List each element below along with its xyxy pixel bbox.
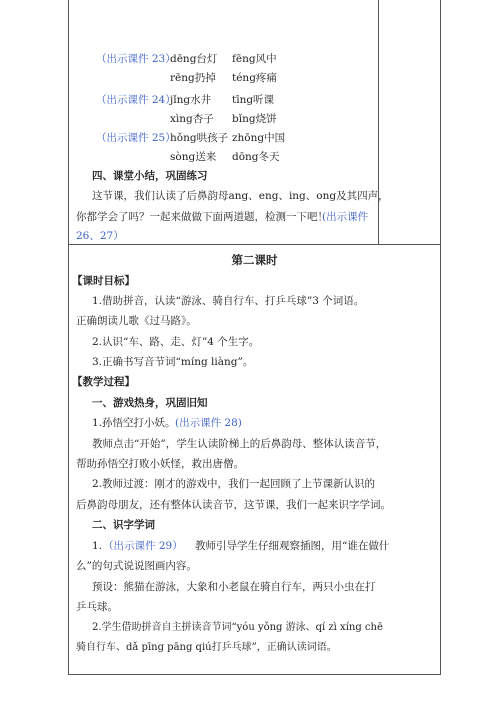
step-heading-literacy: 二、识字学词 — [92, 519, 155, 531]
courseware-link-24[interactable]: （出示课件 24） — [96, 94, 176, 106]
step-paragraph-line: 教师点击“开始”，学生认读阶梯上的后鼻韵母、整体认读音节， — [92, 438, 387, 450]
courseware-link-29[interactable]: （出示课件 29） — [103, 540, 183, 552]
step-item: 1.孙悟空打小妖。 — [92, 417, 176, 429]
step-paragraph-line: 预设：熊猫在游泳，大象和小老鼠在骑自行车，两只小虫在打 — [92, 581, 376, 593]
summary-paragraph-line: 这节课，我们认读了后鼻韵母ang、eng、ing、ong及其四声， — [92, 190, 389, 202]
courseware-link-26-27-cont[interactable]: 26、27） — [76, 230, 124, 242]
courseware-link-25[interactable]: （出示课件 25） — [96, 132, 176, 144]
step-paragraph-line: 2.教师过渡：刚才的游戏中，我们一起回顾了上节课新认识的 — [92, 478, 376, 490]
word-zhong: zhōng中国 — [232, 132, 286, 144]
goal-item: 正确朗读儿歌《过马路》。 — [76, 315, 197, 327]
table-border-middle — [378, 0, 379, 244]
word-teng: téng疼痛 — [232, 72, 277, 84]
word-bing: bǐng烧饼 — [232, 113, 277, 125]
lesson-title: 第二课时 — [231, 253, 278, 267]
word-xing: xìng杏子 — [170, 113, 214, 125]
step-item-prefix: 1. — [92, 540, 103, 552]
step-paragraph-line: 乒乓球。 — [76, 601, 118, 613]
step-paragraph-line: 2.学生借助拼音自主拼读音节词“yóu yǒng 游泳、qí zì xíng chē — [92, 622, 383, 633]
goals-heading: 【课时目标】 — [72, 275, 135, 287]
word-deng: dēng台灯 — [170, 53, 218, 65]
step-paragraph-line: 教师引导学生仔细观察插图，用“谁在做什 — [195, 540, 390, 552]
step-paragraph-line: 后鼻韵母朋友，还有整体认读音节，这节课，我们一起来识字学词。 — [76, 499, 391, 511]
step-paragraph-line: 骑自行车、dǎ pīng pāng qiú打乒乓球”，正确认读词语。 — [76, 642, 337, 653]
courseware-link-28[interactable]: (出示课件 28) — [175, 417, 242, 429]
step-paragraph-line: 么”的句式说说图画内容。 — [76, 560, 197, 572]
summary-paragraph-line: 你都学会了吗？一起来做做下面两道题，检测一下吧！ — [76, 211, 328, 223]
step-paragraph-line: 帮助孙悟空打败小妖怪，救出唐僧。 — [76, 458, 244, 470]
goal-item: 1.借助拼音，认读“游泳、骑自行车、打乒乓球”3 个词语。 — [92, 295, 365, 307]
word-feng: fēng风中 — [232, 53, 277, 65]
process-heading: 【教学过程】 — [72, 376, 135, 388]
courseware-link-26-27[interactable]: (出示课件 — [322, 211, 369, 223]
goal-item: 3.正确书写音节词“míng liàng”。 — [92, 356, 254, 368]
goal-item: 2.认识“车、路、走、灯”4 个生字。 — [92, 336, 260, 348]
table-border-bottom — [68, 674, 441, 675]
section-heading-summary: 四、课堂小结，巩固练习 — [92, 170, 208, 182]
word-jing: jǐng水井 — [170, 94, 212, 106]
courseware-link-23[interactable]: （出示课件 23） — [96, 53, 176, 65]
word-hong: hǒng哄孩子 — [170, 132, 229, 144]
word-song: sòng送来 — [170, 151, 217, 163]
table-row-divider — [68, 244, 441, 245]
table-border-right — [440, 0, 441, 674]
step-heading-warmup: 一、游戏热身，巩固旧知 — [92, 397, 208, 409]
word-reng: rēng扔掉 — [170, 72, 216, 84]
word-ting: tīng听课 — [232, 94, 275, 106]
table-border-left — [68, 0, 69, 674]
word-dong: dōng冬天 — [232, 151, 280, 163]
